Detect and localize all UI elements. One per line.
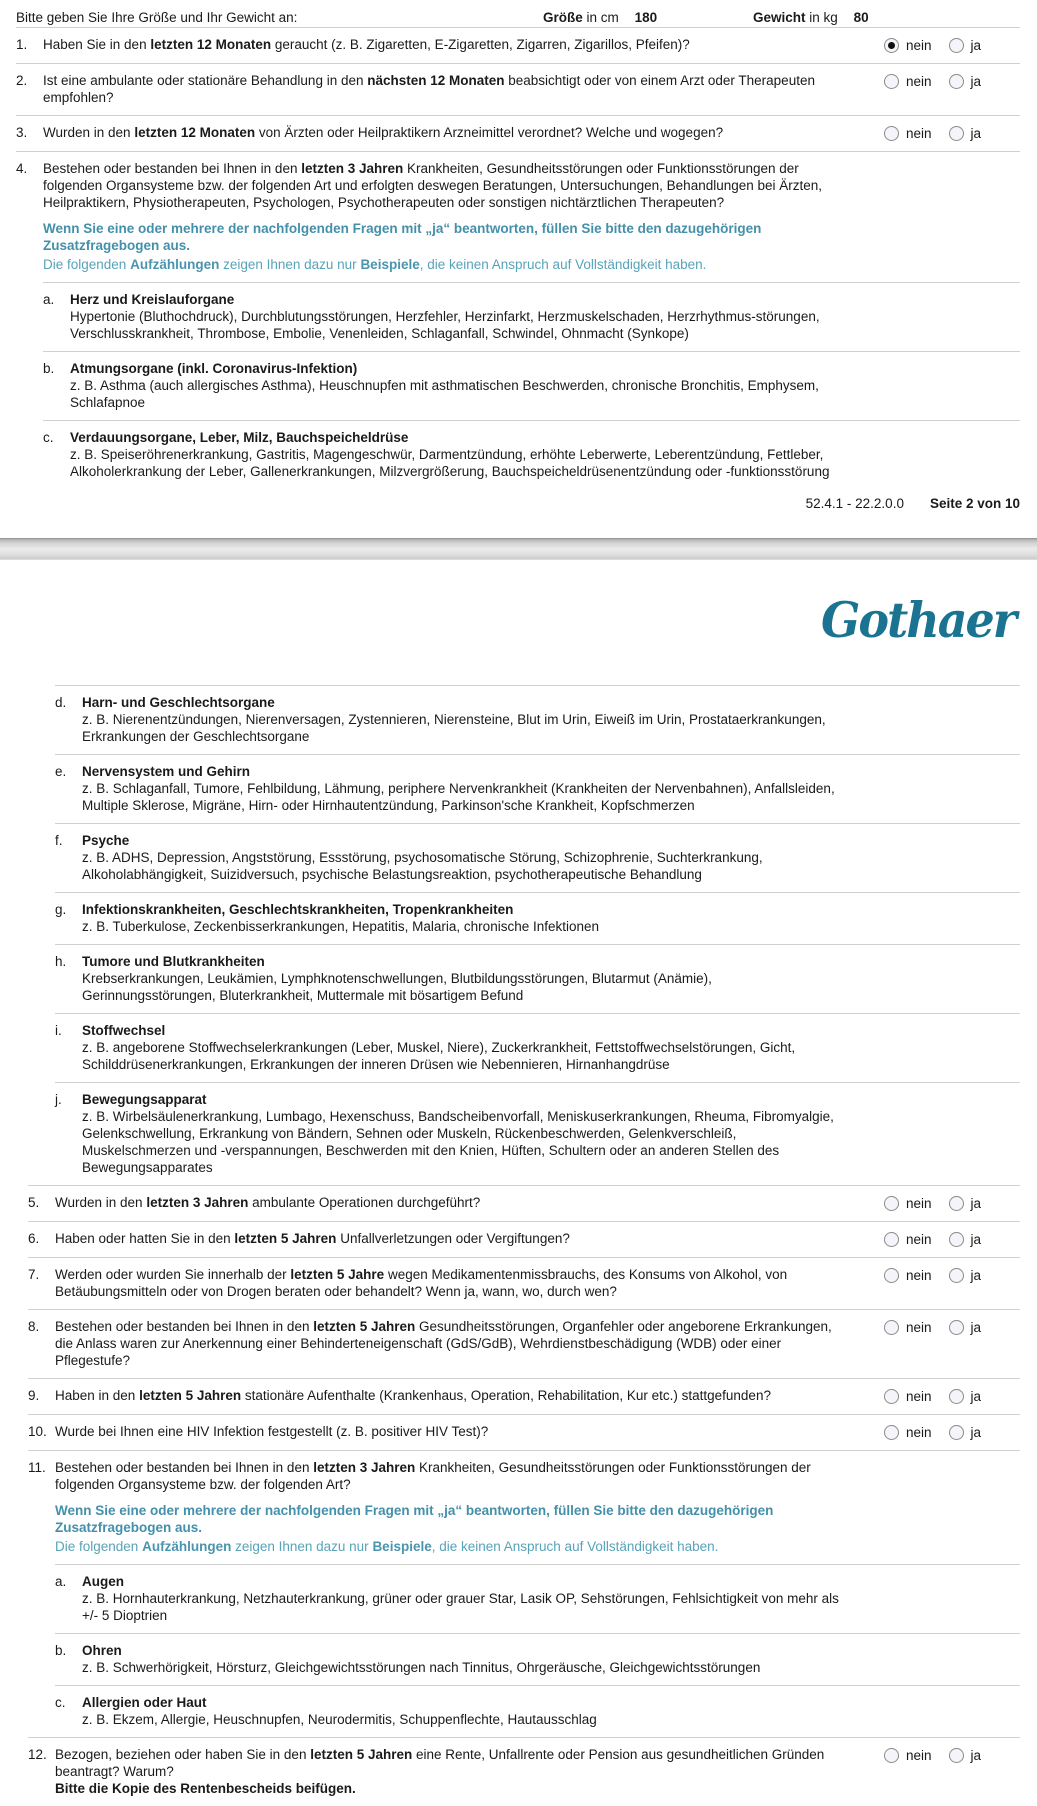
subitem-examples: z. B. Speiseröhrenerkrankung, Gastritis, Magengeschwür, Darmentzündung, erhöhte Leberwerte, Leberentzündung, Fettleber, Alkoholerkrankung der Leber, Gallenerkrankungen, Milzvergrößerung, Bauchspeicheldrüsenentzündung oder -funktionsstörung	[70, 447, 830, 479]
question-text	[55, 1423, 884, 1440]
height-value-field[interactable]: 180	[634, 10, 658, 25]
weight-value-field[interactable]: 80	[853, 10, 869, 25]
question-emphasis: letzten 5 Jahren	[310, 1747, 413, 1762]
question-text	[55, 1318, 884, 1369]
radio-column-empty	[884, 160, 1020, 161]
question-text: Gesundheitsstörungen, Organfehler oder angeborene Erkrankungen, die Anlass waren zur Anerkennung einer Behinderteneigenschaft (GdS/GdB), Wehrdienstbeschädigung (WDB) oder einer Pflegestufe?	[55, 1319, 832, 1368]
radio-nein-label: nein	[906, 126, 932, 141]
question-text	[55, 1387, 884, 1404]
radio-nein-label: nein	[906, 1268, 932, 1283]
attach-copy-instruction: Bitte die Kopie des Rentenbescheids beifügen.	[55, 1781, 356, 1796]
radio-column-empty	[884, 429, 1020, 430]
subitem-row-a	[0, 1565, 1037, 1633]
question-text	[43, 36, 884, 53]
subitem-letter: b.	[55, 1643, 67, 1658]
page-separator-gap	[0, 538, 1037, 560]
subitem-row-b	[0, 352, 1037, 420]
subitem-letter: f.	[55, 833, 63, 848]
question-wording	[55, 1459, 848, 1493]
subitem-title: Tumore und Blutkrankheiten	[82, 954, 265, 969]
radio-ja-9[interactable]	[949, 1389, 964, 1404]
subitem-letter: b.	[43, 361, 55, 376]
gothaer-logo: Gothaer	[821, 591, 1015, 649]
note-hint-emphasis: Aufzählungen	[130, 257, 220, 272]
radio-column-empty	[884, 1694, 1020, 1695]
question-row-6	[0, 1222, 1037, 1257]
question-emphasis: nächsten 12 Monaten	[367, 73, 505, 88]
page-indicator: Seite 2 von 10	[929, 496, 1020, 511]
answer-radio-group	[884, 1194, 1020, 1212]
note-hint-text: Die folgenden	[43, 257, 131, 272]
subitem-row-b	[0, 1634, 1037, 1685]
radio-nein-label: nein	[906, 74, 932, 89]
note-hint-emphasis: Aufzählungen	[142, 1539, 232, 1554]
answer-radio-group	[884, 36, 1020, 54]
radio-column-empty	[884, 291, 1020, 292]
logo-block	[0, 560, 1037, 649]
subitem-examples: z. B. Hornhauterkrankung, Netzhauterkrankung, grüner oder grauer Star, Lasik OP, Sehstörungen, Fehlsichtigkeit von mehr als +/- 5 Dioptrien	[82, 1591, 839, 1623]
note-hint-text: , die keinen Anspruch auf Vollständigkeit haben.	[431, 1539, 719, 1554]
subitem-examples: z. B. Schlaganfall, Tumore, Fehlbildung, Lähmung, periphere Nervenkrankheit (Krankheiten der Nervenbahnen), Anfallsleiden, Multiple Sklerose, Migräne, Hirn- oder Hirnhautentzündung, Parkinson'sche Krankheit, Kopfschmerzen	[82, 781, 835, 813]
question-emphasis: letzten 3 Jahren	[301, 161, 404, 176]
question-text: Krankheiten, Gesundheitsstörungen oder Funktionsstörungen der folgenden Organsysteme bzw. der folgenden Art und erfolgten deswegen Beratungen, Untersuchungen, Behandlungen bei Ärzten, Heilpraktikern, Physiotherapeuten, Psychologen, Psychotherapeuten oder sonstigen nichtärztlichen Therapeuten?	[43, 161, 823, 210]
radio-nein-label: nein	[906, 1389, 932, 1404]
note-hint-emphasis: Beispiele	[372, 1539, 432, 1554]
subitem-title: Harn- und Geschlechtsorgane	[82, 695, 275, 710]
question-wording	[55, 1266, 848, 1300]
question-number: 12.	[28, 1747, 47, 1762]
radio-nein-9[interactable]	[884, 1389, 899, 1404]
radio-ja-label: ja	[970, 1320, 982, 1335]
subitem-title: Bewegungsapparat	[82, 1092, 207, 1107]
subitem-row-c	[0, 421, 1037, 489]
answer-radio-group	[884, 1387, 1020, 1405]
subitem-letter: e.	[55, 764, 67, 779]
answer-radio-group	[884, 1230, 1020, 1248]
question-text: Bezogen, beziehen oder haben Sie in den	[55, 1747, 311, 1762]
question-row-2	[0, 64, 1037, 115]
question-row-3	[0, 116, 1037, 151]
subitem-letter: d.	[55, 695, 67, 710]
subitem-text	[82, 1642, 884, 1676]
question-row-9	[0, 1379, 1037, 1414]
radio-nein-5[interactable]	[884, 1196, 899, 1211]
subitem-text	[82, 953, 884, 1004]
radio-ja-label: ja	[970, 1196, 982, 1211]
additional-questionnaire-note	[55, 1502, 848, 1555]
question-wording	[43, 72, 848, 106]
subitem-row-j	[0, 1083, 1037, 1185]
radio-nein-8[interactable]	[884, 1320, 899, 1335]
question-number: 8.	[28, 1319, 40, 1334]
question-number: 11.	[28, 1460, 46, 1475]
subitem-title: Allergien oder Haut	[82, 1695, 207, 1710]
question-number: 5.	[28, 1195, 40, 1210]
question-text: Werden oder wurden Sie innerhalb der	[55, 1267, 291, 1282]
subitem-row-c	[0, 1686, 1037, 1737]
question-text	[55, 1266, 884, 1300]
answer-radio-group	[884, 1423, 1020, 1441]
question-text: eine Rente, Unfallrente oder Pension aus gesundheitlichen Gründen beantragt? Warum?	[55, 1747, 825, 1779]
radio-column-empty	[884, 1642, 1020, 1643]
question-row-11	[0, 1451, 1037, 1564]
page-footer	[0, 495, 1037, 512]
question-number: 7.	[28, 1267, 40, 1282]
radio-ja-label: ja	[970, 38, 982, 53]
question-text	[43, 72, 884, 106]
note-hint-text: Die folgenden	[55, 1539, 143, 1554]
subitem-text	[70, 360, 884, 411]
question-wording	[55, 1230, 848, 1247]
subitem-title: Augen	[82, 1574, 124, 1589]
subitem-title: Ohren	[82, 1643, 122, 1658]
height-group	[543, 9, 657, 26]
radio-column-empty	[884, 1459, 1020, 1460]
question-text	[43, 160, 884, 273]
radio-column-empty	[884, 1091, 1020, 1092]
question-number: 1.	[16, 37, 28, 52]
question-row-12	[0, 1738, 1037, 1806]
question-text: stationäre Aufenthalte (Krankenhaus, Operation, Rehabilitation, Kur etc.) stattgefunden?	[241, 1388, 771, 1403]
subitem-examples: Hypertonie (Bluthochdruck), Durchblutungsstörungen, Herzfehler, Herzinfarkt, Herzmuskelschaden, Herzrhythmus-störungen, Verschlusskrankheit, Thrombose, Embolie, Venenleiden, Schlaganfall, Schwindel, Ohnmacht (Synkope)	[70, 309, 820, 341]
subitem-row-e	[0, 755, 1037, 823]
radio-column-empty	[884, 901, 1020, 902]
subitem-text	[82, 1022, 884, 1073]
radio-nein-10[interactable]	[884, 1425, 899, 1440]
subitem-text	[82, 1091, 884, 1176]
question-row-10	[0, 1415, 1037, 1450]
question-emphasis: letzten 3 Jahren	[146, 1195, 249, 1210]
question-text: Haben Sie in den	[43, 37, 151, 52]
question-emphasis: letzten 12 Monaten	[134, 125, 256, 140]
question-row-1	[0, 28, 1037, 63]
question-text: Krankheiten, Gesundheitsstörungen oder Funktionsstörungen der folgenden Organsysteme bzw. der folgenden Art?	[55, 1460, 811, 1492]
question-row-5	[0, 1186, 1037, 1221]
subitem-row-a	[0, 283, 1037, 351]
question-text	[55, 1194, 884, 1211]
subitem-letter: c.	[43, 430, 54, 445]
subitem-examples: z. B. Schwerhörigkeit, Hörsturz, Gleichgewichtsstörungen nach Tinnitus, Ohrgeräusche, Gleichgewichtsstörungen	[82, 1660, 761, 1675]
radio-ja-3[interactable]	[949, 126, 964, 141]
subitem-text	[82, 694, 884, 745]
radio-column-empty	[884, 763, 1020, 764]
form-code: 52.4.1 - 22.2.0.0	[805, 496, 904, 511]
radio-ja-label: ja	[970, 1748, 982, 1763]
subitem-row-f	[0, 824, 1037, 892]
radio-column-empty	[884, 1022, 1020, 1023]
subitem-examples: z. B. Nierenentzündungen, Nierenversagen, Zystennieren, Nierensteine, Blut im Urin, Eiweiß im Urin, Prostataerkrankungen, Erkrankungen der Geschlechtsorgane	[82, 712, 826, 744]
question-text	[55, 1230, 884, 1247]
subitem-letter: h.	[55, 954, 67, 969]
subitem-title: Nervensystem und Gehirn	[82, 764, 251, 779]
question-text: geraucht (z. B. Zigaretten, E-Zigaretten, Zigarren, Zigarillos, Pfeifen)?	[271, 37, 690, 52]
form-page-3	[0, 560, 1037, 1796]
subitem-title: Verdauungsorgane, Leber, Milz, Bauchspeicheldrüse	[70, 430, 409, 445]
page2-rows	[0, 685, 1037, 1806]
weight-label: Gewicht	[753, 10, 806, 25]
question-text: Wurde bei Ihnen eine HIV Infektion festgestellt (z. B. positiver HIV Test)?	[55, 1424, 489, 1439]
subitem-letter: g.	[55, 902, 67, 917]
subitem-row-d	[0, 686, 1037, 754]
note-examples-hint	[43, 256, 848, 273]
question-emphasis: letzten 5 Jahren	[313, 1319, 416, 1334]
radio-column-empty	[884, 1573, 1020, 1574]
question-number: 6.	[28, 1231, 40, 1246]
subitem-letter: a.	[55, 1574, 67, 1589]
radio-nein-label: nein	[906, 1748, 932, 1763]
question-text	[55, 1459, 884, 1555]
question-text: Bestehen oder bestanden bei Ihnen in den	[43, 161, 302, 176]
subitem-examples: z. B. angeborene Stoffwechselerkrankungen (Leber, Muskel, Niere), Zuckerkrankheit, Fettstoffwechselstörungen, Gicht, Schilddrüsenerkrankungen, Erkrankungen der inneren Drüsen wie Nebennieren, Hirnanhangdrüse	[82, 1040, 796, 1072]
question-number: 10.	[28, 1424, 47, 1439]
subitem-letter: c.	[55, 1695, 66, 1710]
subitem-title: Psyche	[82, 833, 130, 848]
subitem-letter: i.	[55, 1023, 62, 1038]
question-text: beabsichtigt oder von einem Arzt oder Therapeuten empfohlen?	[43, 73, 815, 105]
radio-nein-label: nein	[906, 1196, 932, 1211]
radio-ja-8[interactable]	[949, 1320, 964, 1335]
radio-ja-label: ja	[970, 74, 982, 89]
subitem-row-h	[0, 945, 1037, 1013]
question-wording	[43, 160, 848, 211]
radio-nein-3[interactable]	[884, 126, 899, 141]
question-row-7	[0, 1258, 1037, 1309]
note-hint-emphasis: Beispiele	[360, 257, 420, 272]
radio-ja-label: ja	[970, 1389, 982, 1404]
radio-ja-7[interactable]	[949, 1268, 964, 1283]
subitem-title: Atmungsorgane (inkl. Coronavirus-Infektion)	[70, 361, 358, 376]
question-row-4	[0, 152, 1037, 282]
subitem-title: Herz und Kreislauforgane	[70, 292, 235, 307]
question-text: von Ärzten oder Heilpraktikern Arzneimittel verordnet? Welche und wogegen?	[255, 125, 724, 140]
question-emphasis: letzten 5 Jahre	[290, 1267, 385, 1282]
subitem-text	[70, 429, 884, 480]
page1-rows	[0, 27, 1037, 489]
radio-ja-10[interactable]	[949, 1425, 964, 1440]
radio-ja-label: ja	[970, 1232, 982, 1247]
question-wording	[43, 124, 848, 141]
radio-nein-7[interactable]	[884, 1268, 899, 1283]
question-wording	[55, 1387, 848, 1404]
question-text: Wurden in den	[43, 125, 135, 140]
question-text: Haben in den	[55, 1388, 140, 1403]
question-wording	[55, 1194, 848, 1211]
note-examples-hint	[55, 1538, 848, 1555]
radio-ja-1[interactable]	[949, 38, 964, 53]
height-unit: in cm	[586, 10, 619, 25]
subitem-text	[82, 1694, 884, 1728]
question-number: 3.	[16, 125, 28, 140]
radio-column-empty	[884, 953, 1020, 954]
subitem-title: Infektionskrankheiten, Geschlechtskrankheiten, Tropenkrankheiten	[82, 902, 514, 917]
question-emphasis: letzten 3 Jahren	[313, 1460, 416, 1475]
subitem-row-g	[0, 893, 1037, 944]
radio-nein-12[interactable]	[884, 1748, 899, 1763]
subitem-text	[82, 763, 884, 814]
question-text: wegen Medikamentenmissbrauchs, des Konsums von Alkohol, von Betäubungsmitteln oder von Drogen beraten oder behandelt? Wenn ja, wann, wo, durch wen?	[55, 1267, 788, 1299]
question-emphasis: letzten 12 Monaten	[150, 37, 272, 52]
answer-radio-group	[884, 1266, 1020, 1284]
question-number: 9.	[28, 1388, 40, 1403]
subitem-examples: z. B. Wirbelsäulenerkrankung, Lumbago, Hexenschuss, Bandscheibenvorfall, Meniskuserkrankungen, Rheuma, Fibromyalgie, Gelenkschwellung, Erkrankung von Bändern, Sehnen oder Muskeln, Rückenbeschwerden, Gelenkverschleiß, Muskelschmerzen und -verspannungen, Beschwerden mit den Knien, Hüften, Schultern oder an anderen Stellen des Bewegungsapparates	[82, 1109, 834, 1175]
question-text: Bestehen oder bestanden bei Ihnen in den	[55, 1319, 314, 1334]
subitem-row-i	[0, 1014, 1037, 1082]
subitem-letter: j.	[55, 1092, 62, 1107]
radio-nein-2[interactable]	[884, 74, 899, 89]
answer-radio-group	[884, 1746, 1020, 1764]
question-text	[43, 124, 884, 141]
radio-ja-6[interactable]	[949, 1232, 964, 1247]
question-row-8	[0, 1310, 1037, 1378]
note-hint-text: zeigen Ihnen dazu nur	[231, 1539, 373, 1554]
question-text: Wurden in den	[55, 1195, 147, 1210]
form-page-2	[0, 0, 1037, 538]
radio-ja-5[interactable]	[949, 1196, 964, 1211]
radio-nein-label: nein	[906, 1320, 932, 1335]
question-wording	[55, 1746, 848, 1780]
radio-nein-label: nein	[906, 38, 932, 53]
subitem-text	[82, 832, 884, 883]
question-text: ambulante Operationen durchgeführt?	[248, 1195, 481, 1210]
radio-nein-label: nein	[906, 1425, 932, 1440]
radio-nein-label: nein	[906, 1232, 932, 1247]
question-wording	[55, 1423, 848, 1440]
weight-group	[753, 9, 869, 26]
question-wording	[55, 1318, 848, 1369]
answer-radio-group	[884, 72, 1020, 90]
radio-nein-6[interactable]	[884, 1232, 899, 1247]
subitem-text	[70, 291, 884, 342]
question-text	[55, 1746, 884, 1797]
radio-column-empty	[884, 360, 1020, 361]
answer-radio-group	[884, 1318, 1020, 1336]
radio-ja-label: ja	[970, 1425, 982, 1440]
note-instruction-bold: Wenn Sie eine oder mehrere der nachfolgenden Fragen mit „ja“ beantworten, füllen Sie bitte den dazugehörigen Zusatzfragebogen aus.	[55, 1503, 774, 1535]
question-emphasis: letzten 5 Jahren	[139, 1388, 242, 1403]
additional-questionnaire-note	[43, 220, 848, 273]
question-number: 2.	[16, 73, 28, 88]
subitem-letter: a.	[43, 292, 55, 307]
subitem-examples: Krebserkrankungen, Leukämien, Lymphknotenschwellungen, Blutbildungsstörungen, Blutarmut (Anämie), Gerinnungsstörungen, Bluterkrankheit, Muttermale mit bösartigem Befund	[82, 971, 712, 1003]
radio-ja-label: ja	[970, 1268, 982, 1283]
radio-ja-2[interactable]	[949, 74, 964, 89]
question-text: Unfallverletzungen oder Vergiftungen?	[336, 1231, 570, 1246]
radio-ja-label: ja	[970, 126, 982, 141]
question-text: Haben oder hatten Sie in den	[55, 1231, 235, 1246]
subitem-examples: z. B. Tuberkulose, Zeckenbisserkrankungen, Hepatitis, Malaria, chronische Infektionen	[82, 919, 600, 934]
question-emphasis: letzten 5 Jahren	[234, 1231, 337, 1246]
size-weight-prompt: Bitte geben Sie Ihre Größe und Ihr Gewicht an:	[16, 10, 298, 25]
radio-ja-12[interactable]	[949, 1748, 964, 1763]
height-label: Größe	[543, 10, 583, 25]
subitem-examples: z. B. Asthma (auch allergisches Asthma), Heuschnupfen mit asthmatischen Beschwerden, chronische Bronchitis, Emphysem, Schlafapnoe	[70, 378, 819, 410]
radio-nein-1[interactable]	[884, 38, 899, 53]
weight-unit: in kg	[809, 10, 838, 25]
radio-column-empty	[884, 694, 1020, 695]
question-text: Bestehen oder bestanden bei Ihnen in den	[55, 1460, 314, 1475]
note-hint-text: zeigen Ihnen dazu nur	[219, 257, 361, 272]
question-wording	[43, 36, 848, 53]
radio-column-empty	[884, 832, 1020, 833]
note-instruction-bold: Wenn Sie eine oder mehrere der nachfolgenden Fragen mit „ja“ beantworten, füllen Sie bitte den dazugehörigen Zusatzfragebogen aus.	[43, 221, 762, 253]
subitem-examples: z. B. ADHS, Depression, Angststörung, Essstörung, psychosomatische Störung, Schizophrenie, Suchterkrankung, Alkoholabhängigkeit, Suizidversuch, psychische Belastungsreaktion, psychotherapeutische Behandlung	[82, 850, 763, 882]
subitem-text	[82, 1573, 884, 1624]
size-weight-header	[0, 0, 1037, 27]
subitem-title: Stoffwechsel	[82, 1023, 166, 1038]
note-hint-text: , die keinen Anspruch auf Vollständigkeit haben.	[419, 257, 707, 272]
subitem-text	[82, 901, 884, 935]
question-text: Ist eine ambulante oder stationäre Behandlung in den	[43, 73, 368, 88]
subitem-examples: z. B. Ekzem, Allergie, Heuschnupfen, Neurodermitis, Schuppenflechte, Hautausschlag	[82, 1712, 597, 1727]
question-number: 4.	[16, 161, 28, 176]
answer-radio-group	[884, 124, 1020, 142]
